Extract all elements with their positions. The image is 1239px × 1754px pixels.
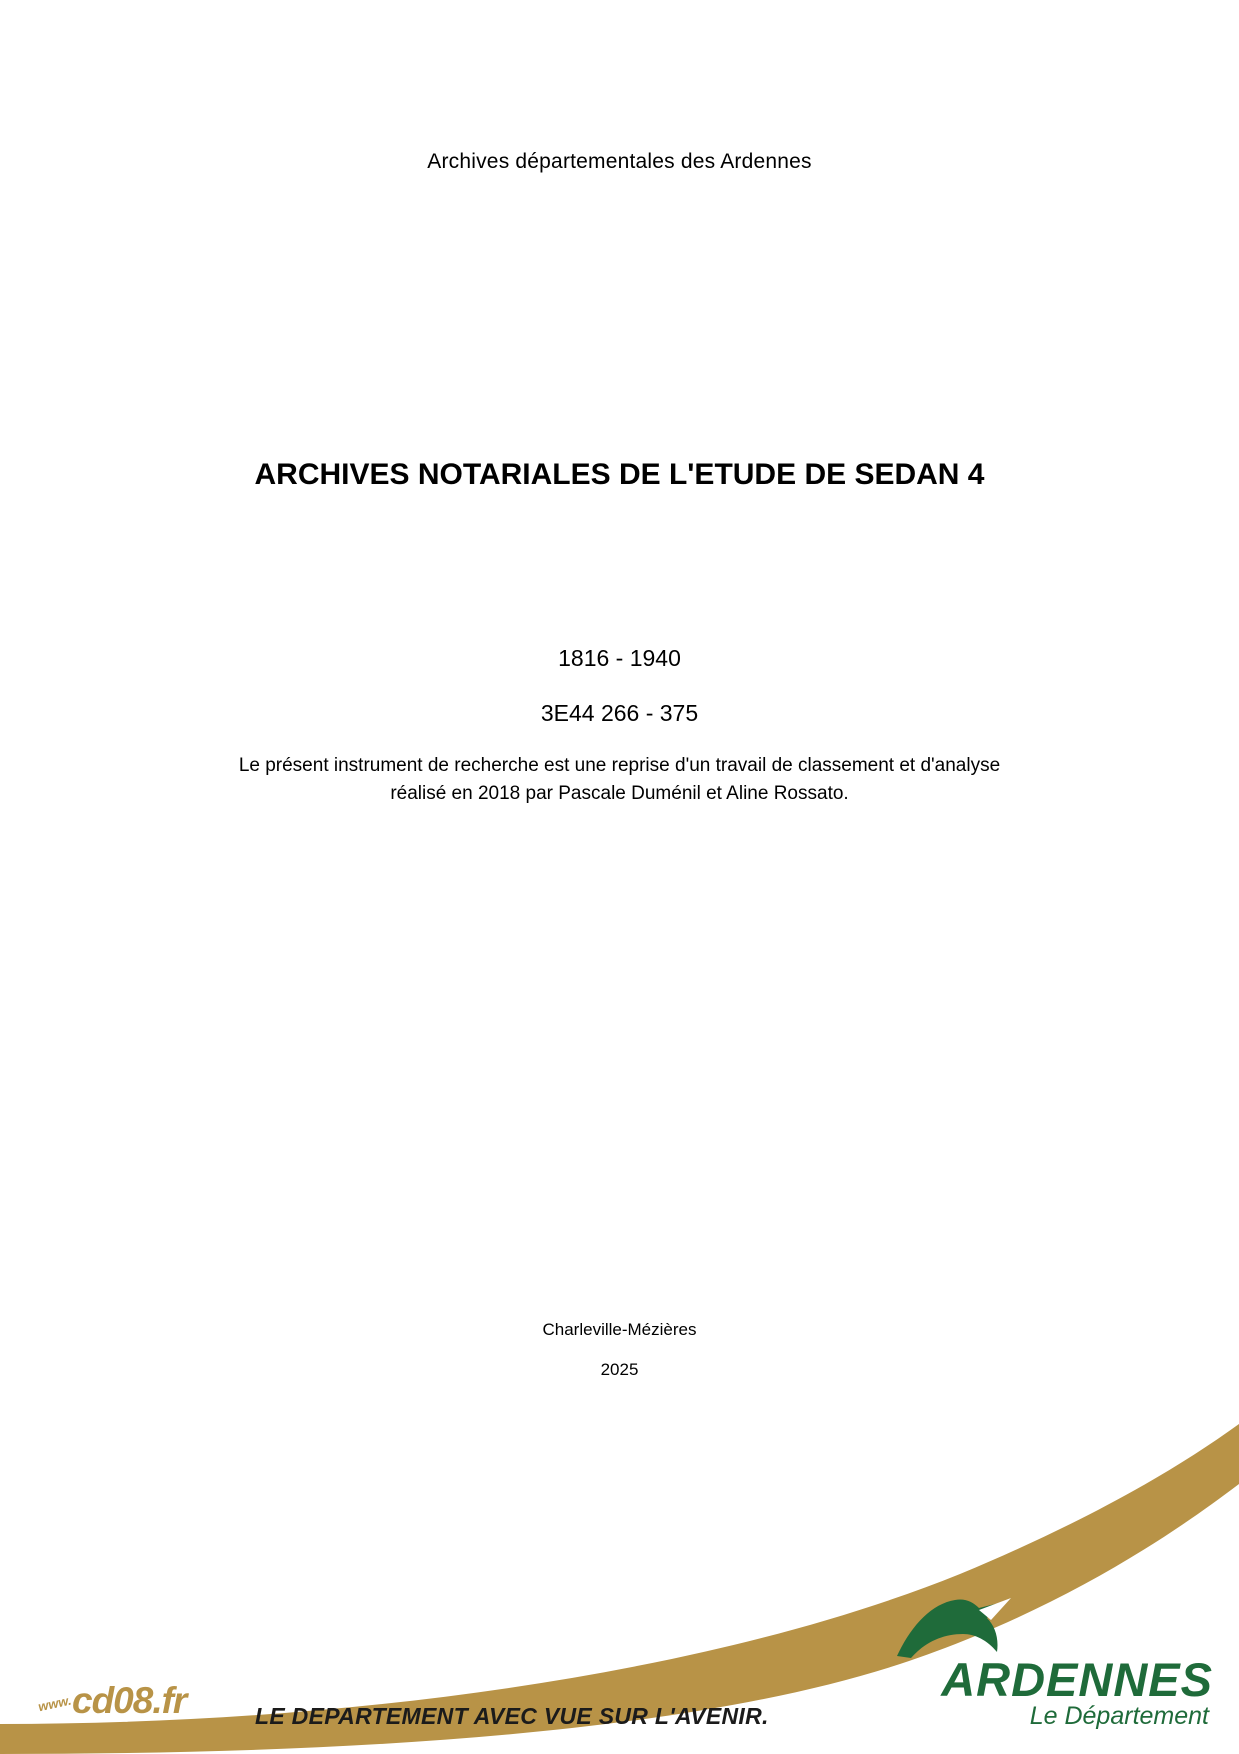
cd08-www-text: www. <box>36 1692 73 1715</box>
cd08-logo <box>34 1676 209 1738</box>
footer-slogan: LE DEPARTEMENT AVEC VUE SUR L'AVENIR. <box>255 1703 769 1729</box>
page-title: ARCHIVES NOTARIALES DE L'ETUDE DE SEDAN 4 <box>254 458 985 491</box>
finding-aid-note: Le présent instrument de recherche est une reprise d'un travail de classement et d'analyse réalisé en 2018 par Pascale Duménil et Aline Rossato. <box>238 755 1001 804</box>
reference-code: 3E44 266 - 375 <box>540 700 699 726</box>
cd08-domain-text: cd08.fr <box>72 1680 187 1721</box>
publication-year: 2025 <box>600 1360 639 1379</box>
publication-place: Charleville-Mézières <box>542 1320 697 1339</box>
footer-band <box>0 1424 1239 1754</box>
ardennes-logo <box>891 1596 1221 1746</box>
ardennes-logo-name: ARDENNES <box>941 1653 1213 1706</box>
date-range: 1816 - 1940 <box>558 645 681 671</box>
ardennes-logo-subtitle: Le Département <box>1029 1702 1209 1730</box>
institution-name: Archives départementales des Ardennes <box>427 150 812 173</box>
